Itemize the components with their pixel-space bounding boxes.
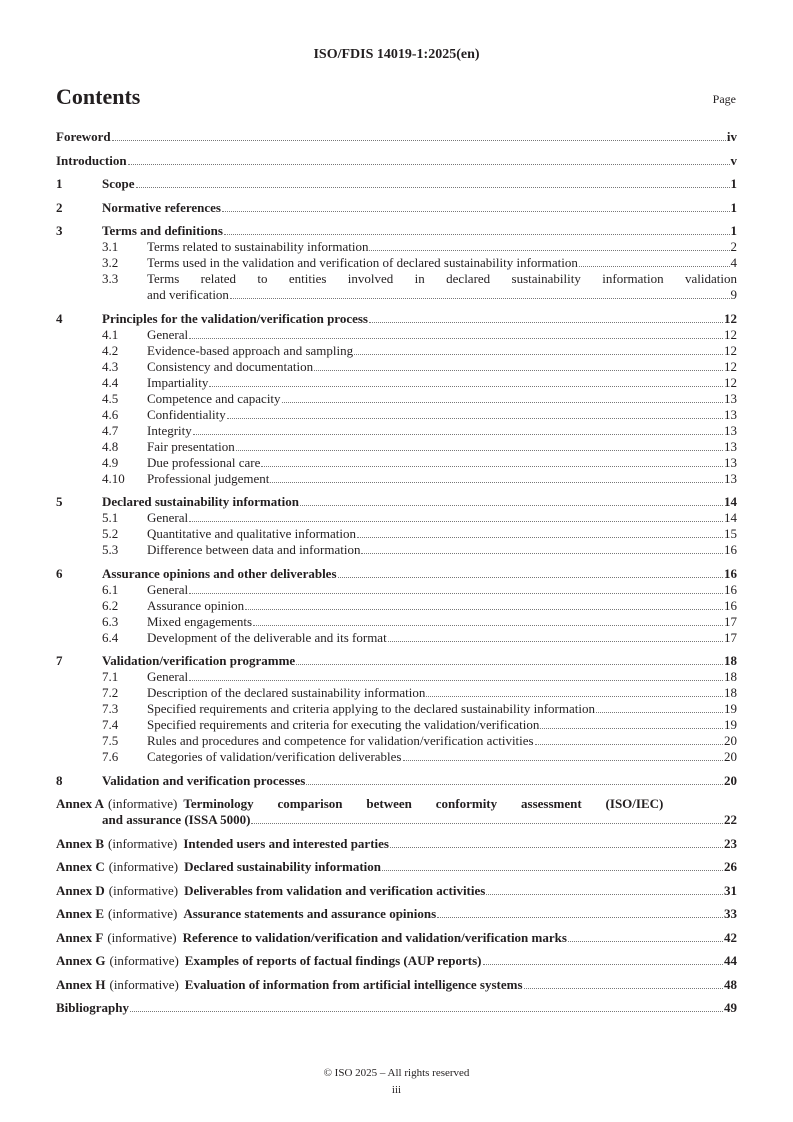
toc-entry-page[interactable]: 18 <box>724 669 737 684</box>
toc-entry-line <box>56 287 737 303</box>
toc-entry-line <box>56 630 737 646</box>
dot-leader <box>568 940 723 942</box>
dot-leader <box>524 987 723 989</box>
toc-entry-line <box>56 930 737 946</box>
toc-entry-number: 3.1 <box>102 239 119 254</box>
dot-leader <box>136 186 730 188</box>
toc-entry-number: 7.6 <box>102 749 119 764</box>
annex-informative-tag: (informative) <box>108 882 179 898</box>
toc-entry-line <box>56 614 737 630</box>
dot-leader <box>369 321 723 323</box>
toc-entry-title[interactable]: General <box>147 581 189 597</box>
dot-leader <box>388 640 723 642</box>
toc-entry-title[interactable]: Evidence-based approach and sampling <box>147 342 354 358</box>
toc-entry-title[interactable]: Professional judgement <box>147 470 270 486</box>
toc-entry-line <box>56 653 737 669</box>
toc-entry-number: 4.6 <box>102 406 119 422</box>
toc-entry[interactable] <box>56 423 737 439</box>
dot-leader <box>390 846 723 848</box>
dot-leader <box>189 592 723 594</box>
toc-entry-title[interactable]: Evaluation of information from artificial intelligence systems <box>184 976 523 992</box>
page-title: Contents <box>56 84 141 109</box>
annex-informative-tag: (informative) <box>108 859 179 874</box>
toc-entry[interactable] <box>56 153 737 169</box>
annex-informative-tag: (informative) <box>109 976 179 992</box>
toc-entry-number: 4 <box>56 310 63 326</box>
toc-entry-page[interactable]: 14 <box>724 494 737 509</box>
toc-entry-title[interactable]: Scope <box>102 176 135 191</box>
dot-leader <box>596 711 723 713</box>
toc-entry-title-continued[interactable]: and assurance (ISSA 5000) <box>102 812 251 827</box>
annex-label: Annex H <box>56 976 106 992</box>
toc-entry-title[interactable]: Mixed engagements <box>147 613 253 629</box>
annex-label: Annex F <box>56 929 104 945</box>
dot-leader <box>306 783 723 785</box>
dot-leader <box>300 504 723 506</box>
toc-entry-number: 1 <box>56 176 63 191</box>
toc-entry[interactable] <box>56 582 737 598</box>
toc-entry-page[interactable]: 17 <box>724 629 737 645</box>
toc-entry[interactable] <box>56 977 737 993</box>
toc-entry-title[interactable]: Terms and definitions <box>102 223 223 238</box>
toc-entry-title[interactable]: Assurance opinions and other deliverables <box>102 565 337 581</box>
toc-entry-line <box>56 526 737 542</box>
toc-entry-line <box>56 717 737 733</box>
toc-entry-number: 6.3 <box>102 613 119 629</box>
toc-entry[interactable] <box>56 359 737 375</box>
toc-entry-number: 4.3 <box>102 358 119 374</box>
toc-entry-line <box>56 669 737 685</box>
toc-entry-title[interactable]: Assurance opinion <box>147 597 245 613</box>
toc-entry-line <box>56 200 737 216</box>
toc-entry-title[interactable]: General <box>147 510 189 525</box>
toc-entry[interactable] <box>56 733 737 749</box>
toc-entry[interactable] <box>56 669 737 685</box>
toc-entry-title[interactable]: Declared sustainability information <box>102 494 299 509</box>
toc-entry-page[interactable]: 22 <box>724 812 737 827</box>
dot-leader <box>338 576 723 578</box>
toc-entry-page[interactable]: 13 <box>724 390 737 406</box>
toc-entry-page[interactable]: 20 <box>724 733 737 748</box>
toc-entry-line <box>56 749 737 765</box>
toc-entry-title[interactable]: Introduction <box>56 152 127 168</box>
toc-entry-page[interactable]: 12 <box>724 374 737 390</box>
toc-entry-line <box>56 223 737 239</box>
dot-leader <box>382 869 723 871</box>
toc-entry-page[interactable]: 26 <box>724 859 737 874</box>
toc-entry-page[interactable]: 12 <box>724 326 737 342</box>
annex-informative-tag: (informative) <box>108 906 178 921</box>
toc-entry-page[interactable]: 49 <box>724 1000 737 1015</box>
toc-entry-line <box>56 375 737 391</box>
toc-entry-number: 6.4 <box>102 629 119 645</box>
toc-entry-line <box>56 598 737 614</box>
toc-entry[interactable] <box>56 796 737 828</box>
toc-entry-line <box>56 1000 737 1016</box>
toc-entry-title[interactable]: Validation and verification processes <box>102 772 306 788</box>
toc-entry[interactable] <box>56 930 737 946</box>
toc-entry[interactable] <box>56 327 737 343</box>
dot-leader <box>486 893 723 895</box>
toc-entry-number: 5 <box>56 494 63 509</box>
toc-entry-line <box>56 859 737 875</box>
toc-entry-line <box>56 796 737 812</box>
toc-entry[interactable] <box>56 566 737 582</box>
toc-entry-line <box>56 977 737 993</box>
toc-entry-title[interactable]: Impartiality <box>147 374 209 390</box>
dot-leader <box>193 433 723 435</box>
toc-entry-number: 5.2 <box>102 526 119 541</box>
toc-entry[interactable] <box>56 311 737 327</box>
dot-leader <box>189 679 723 681</box>
dot-leader <box>253 624 723 626</box>
toc-entry-line <box>56 359 737 375</box>
toc-entry-page[interactable]: 16 <box>724 597 737 613</box>
toc-entry-number: 6.2 <box>102 597 119 613</box>
toc-entry-page[interactable]: 9 <box>730 287 737 302</box>
document-header: ISO/FDIS 14019-1:2025(en) <box>313 47 480 62</box>
toc-entry[interactable] <box>56 455 737 471</box>
toc-entry-line <box>56 542 737 558</box>
toc-entry-line <box>56 439 737 455</box>
toc-entry-title[interactable]: Confidentiality <box>147 406 226 422</box>
dot-leader <box>270 481 723 483</box>
dot-leader <box>261 465 723 467</box>
dot-leader <box>189 337 723 339</box>
dot-leader <box>426 695 723 697</box>
toc-entry[interactable] <box>56 526 737 542</box>
toc-entry[interactable] <box>56 494 737 510</box>
page-number: iii <box>391 1084 402 1096</box>
toc-entry[interactable] <box>56 614 737 630</box>
toc-entry-title-continued[interactable]: and verification <box>147 287 229 302</box>
toc-entry-number: 7.3 <box>102 701 119 716</box>
dot-leader <box>130 1010 723 1012</box>
table-of-contents <box>56 129 737 1016</box>
toc-entry-number: 2 <box>56 199 63 215</box>
toc-entry-title[interactable]: General <box>147 326 189 342</box>
dot-leader <box>403 759 724 761</box>
toc-entry[interactable] <box>56 223 737 239</box>
toc-entry-page[interactable]: 18 <box>724 685 737 700</box>
toc-entry[interactable] <box>56 510 737 526</box>
toc-entry-page[interactable]: 20 <box>724 772 737 788</box>
annex-informative-tag: (informative) <box>107 929 177 945</box>
toc-entry-page[interactable]: 13 <box>724 406 737 422</box>
dot-leader <box>112 139 726 141</box>
toc-entry-title[interactable]: Validation/verification programme <box>102 653 296 668</box>
toc-entry-page[interactable]: 19 <box>724 717 737 732</box>
dot-leader <box>361 552 723 554</box>
toc-entry-title[interactable]: Assurance statements and assurance opinions <box>183 906 437 921</box>
dot-leader <box>128 163 730 165</box>
toc-entry-line <box>56 455 737 471</box>
toc-entry-page[interactable]: 12 <box>724 310 737 326</box>
toc-entry-number: 7.5 <box>102 733 119 748</box>
toc-entry-page[interactable]: v <box>730 152 737 168</box>
toc-entry[interactable] <box>56 375 737 391</box>
toc-entry-page[interactable]: 1 <box>730 199 737 215</box>
toc-entry[interactable] <box>56 239 737 255</box>
dot-leader <box>245 608 723 610</box>
toc-entry[interactable] <box>56 439 737 455</box>
dot-leader <box>189 520 723 522</box>
toc-entry-line <box>56 953 737 969</box>
toc-entry-title[interactable]: Specified requirements and criteria applying to the declared sustainability information <box>147 701 595 716</box>
toc-entry-title[interactable]: Categories of validation/verification deliverables <box>147 749 402 764</box>
toc-entry-number: 3.2 <box>102 255 119 270</box>
toc-entry-page[interactable]: 13 <box>724 454 737 470</box>
toc-entry[interactable] <box>56 883 737 899</box>
toc-entry-line <box>56 239 737 255</box>
toc-entry-line <box>56 153 737 169</box>
toc-entry-number: 4.2 <box>102 342 119 358</box>
toc-entry[interactable] <box>56 343 737 359</box>
toc-entry-title[interactable]: Bibliography <box>56 1000 129 1015</box>
toc-entry[interactable] <box>56 129 737 145</box>
toc-entry[interactable] <box>56 542 737 558</box>
toc-entry-page[interactable]: 2 <box>730 239 737 254</box>
toc-entry-page[interactable]: 44 <box>724 953 737 968</box>
toc-entry-line <box>56 471 737 487</box>
toc-entry-title[interactable]: Foreword <box>56 129 111 144</box>
toc-entry-line <box>56 566 737 582</box>
toc-entry[interactable] <box>56 598 737 614</box>
toc-entry-title[interactable]: Reference to validation/verification and validation/verification marks <box>182 929 567 945</box>
toc-entry-page[interactable]: 19 <box>724 701 737 716</box>
toc-entry-line <box>56 773 737 789</box>
toc-entry[interactable] <box>56 906 737 922</box>
toc-entry-title[interactable]: Quantitative and qualitative information <box>147 526 357 541</box>
toc-entry-line <box>56 327 737 343</box>
toc-entry[interactable] <box>56 717 737 733</box>
toc-entry-number: 7.2 <box>102 685 119 700</box>
dot-leader <box>227 417 723 419</box>
annex-label: Annex C <box>56 859 105 874</box>
toc-entry-title[interactable]: Terms related to entities involved in declared sustainability information validation <box>147 271 737 286</box>
toc-entry-page[interactable]: 14 <box>724 510 737 525</box>
toc-entry-title[interactable]: General <box>147 669 189 684</box>
dot-leader <box>251 822 723 824</box>
dot-leader <box>579 265 730 267</box>
toc-entry-line <box>56 812 737 828</box>
toc-entry[interactable] <box>56 200 737 216</box>
toc-entry[interactable] <box>56 1000 737 1016</box>
toc-entry-title[interactable]: Description of the declared sustainability information <box>147 685 426 700</box>
annex-informative-tag: (informative) <box>108 796 178 811</box>
toc-entry-title[interactable]: Difference between data and information <box>147 542 361 557</box>
toc-entry-title[interactable]: Rules and procedures and competence for validation/verification activities <box>147 733 534 748</box>
toc-entry-title[interactable]: Integrity <box>147 422 192 438</box>
toc-entry-page[interactable]: 31 <box>724 882 737 898</box>
toc-entry-line <box>56 836 737 852</box>
dot-leader <box>540 727 723 729</box>
dot-leader <box>236 449 723 451</box>
toc-entry-page[interactable]: 13 <box>724 470 737 486</box>
toc-entry-number: 8 <box>56 772 63 788</box>
toc-entry-line <box>56 906 737 922</box>
toc-entry-title[interactable]: Due professional care <box>147 454 261 470</box>
annex-label: Annex A <box>56 796 105 811</box>
toc-entry-line <box>56 343 737 359</box>
toc-entry[interactable] <box>56 271 737 303</box>
toc-entry-title[interactable]: Deliverables from validation and verification activities <box>184 882 486 898</box>
toc-entry-title[interactable]: Intended users and interested parties <box>183 835 389 851</box>
toc-entry-page[interactable]: 12 <box>724 358 737 374</box>
toc-entry-page[interactable]: 1 <box>730 223 737 238</box>
toc-entry-title[interactable]: Competence and capacity <box>147 390 281 406</box>
toc-entry-title[interactable]: Normative references <box>102 199 221 215</box>
toc-entry-page[interactable]: 16 <box>724 542 737 557</box>
toc-entry-line <box>56 733 737 749</box>
toc-entry-line <box>56 582 737 598</box>
toc-entry-page[interactable]: 48 <box>724 976 737 992</box>
toc-entry[interactable] <box>56 701 737 717</box>
dot-leader <box>483 963 724 965</box>
annex-informative-tag: (informative) <box>108 835 178 851</box>
toc-entry[interactable] <box>56 407 737 423</box>
toc-entry-title[interactable]: Examples of reports of factual findings (AUP reports) <box>184 953 482 968</box>
dot-leader <box>314 369 723 371</box>
toc-entry[interactable] <box>56 630 737 646</box>
toc-entry-line <box>56 685 737 701</box>
copyright-notice: © ISO 2025 – All rights reserved <box>323 1067 470 1079</box>
toc-entry-page[interactable]: 42 <box>724 929 737 945</box>
toc-entry-number: 4.10 <box>102 470 125 486</box>
toc-entry-number: 6.1 <box>102 581 119 597</box>
toc-entry-line <box>56 883 737 899</box>
toc-entry-number: 4.1 <box>102 326 119 342</box>
toc-entry-title[interactable]: Terminology comparison between conformity assessment (ISO/IEC) <box>183 796 664 811</box>
toc-entry-title[interactable]: Terms used in the validation and verification of declared sustainability information <box>147 255 578 270</box>
toc-entry[interactable] <box>56 391 737 407</box>
dot-leader <box>224 233 730 235</box>
dot-leader <box>222 210 730 212</box>
toc-entry-line <box>56 271 737 287</box>
toc-entry-page[interactable]: 18 <box>724 653 737 668</box>
toc-entry-number: 5.3 <box>102 542 119 557</box>
dot-leader <box>296 663 723 665</box>
toc-entry-line <box>56 407 737 423</box>
toc-entry-page[interactable]: 16 <box>724 581 737 597</box>
dot-leader <box>209 385 723 387</box>
toc-entry-line <box>56 701 737 717</box>
toc-entry-line <box>56 255 737 271</box>
toc-entry-number: 4.9 <box>102 454 119 470</box>
dot-leader <box>369 249 729 251</box>
toc-entry-title[interactable]: Consistency and documentation <box>147 358 314 374</box>
toc-entry-page[interactable]: 23 <box>724 835 737 851</box>
toc-entry[interactable] <box>56 471 737 487</box>
toc-entry-page[interactable]: iv <box>726 129 737 144</box>
toc-entry[interactable] <box>56 953 737 969</box>
toc-entry-line <box>56 510 737 526</box>
dot-leader <box>282 401 723 403</box>
toc-entry-line <box>56 423 737 439</box>
toc-entry-page[interactable]: 17 <box>724 613 737 629</box>
toc-entry-line <box>56 176 737 192</box>
toc-entry-title[interactable]: Development of the deliverable and its format <box>147 629 387 645</box>
toc-entry[interactable] <box>56 859 737 875</box>
toc-entry[interactable] <box>56 836 737 852</box>
annex-label: Annex E <box>56 906 105 921</box>
toc-entry-page[interactable]: 33 <box>724 906 737 921</box>
toc-entry-title[interactable]: Principles for the validation/verification process <box>102 310 368 326</box>
toc-entry-line <box>56 391 737 407</box>
dot-leader <box>535 743 723 745</box>
toc-entry[interactable] <box>56 773 737 789</box>
toc-entry-page[interactable]: 12 <box>724 342 737 358</box>
dot-leader <box>354 353 723 355</box>
toc-entry-page[interactable]: 16 <box>724 565 737 581</box>
toc-entry-number: 7 <box>56 653 63 668</box>
toc-entry-number: 3 <box>56 223 63 238</box>
toc-entry-number: 4.4 <box>102 374 119 390</box>
toc-entry-number: 4.7 <box>102 422 119 438</box>
toc-entry-number: 7.1 <box>102 669 119 684</box>
toc-entry-number: 6 <box>56 565 63 581</box>
toc-entry-page[interactable]: 4 <box>730 255 737 270</box>
toc-entry[interactable] <box>56 749 737 765</box>
toc-entry[interactable] <box>56 685 737 701</box>
toc-entry-number: 4.5 <box>102 390 119 406</box>
toc-entry[interactable] <box>56 255 737 271</box>
toc-entry-number: 5.1 <box>102 510 119 525</box>
dot-leader <box>357 536 723 538</box>
toc-entry-page[interactable]: 15 <box>724 526 737 541</box>
toc-entry[interactable] <box>56 176 737 192</box>
toc-entry-page[interactable]: 20 <box>724 749 737 764</box>
toc-entry-page[interactable]: 13 <box>724 438 737 454</box>
toc-entry-number: 3.3 <box>102 271 119 286</box>
toc-entry-title[interactable]: Fair presentation <box>147 438 235 454</box>
annex-label: Annex G <box>56 953 106 968</box>
toc-entry[interactable] <box>56 653 737 669</box>
toc-entry-title[interactable]: Terms related to sustainability information <box>147 239 369 254</box>
toc-entry-title[interactable]: Specified requirements and criteria for executing the validation/verification <box>147 717 540 732</box>
dot-leader <box>437 916 723 918</box>
toc-entry-number: 4.8 <box>102 438 119 454</box>
annex-label: Annex D <box>56 882 105 898</box>
toc-entry-title[interactable]: Declared sustainability information <box>184 859 382 874</box>
toc-entry-number: 7.4 <box>102 717 119 732</box>
toc-entry-page[interactable]: 13 <box>724 422 737 438</box>
toc-entry-line <box>56 129 737 145</box>
page-column-label: Page <box>712 92 736 106</box>
toc-entry-line <box>56 311 737 327</box>
annex-label: Annex B <box>56 835 105 851</box>
toc-entry-line <box>56 494 737 510</box>
annex-informative-tag: (informative) <box>109 953 179 968</box>
dot-leader <box>230 297 730 299</box>
toc-entry-page[interactable]: 1 <box>730 176 737 191</box>
